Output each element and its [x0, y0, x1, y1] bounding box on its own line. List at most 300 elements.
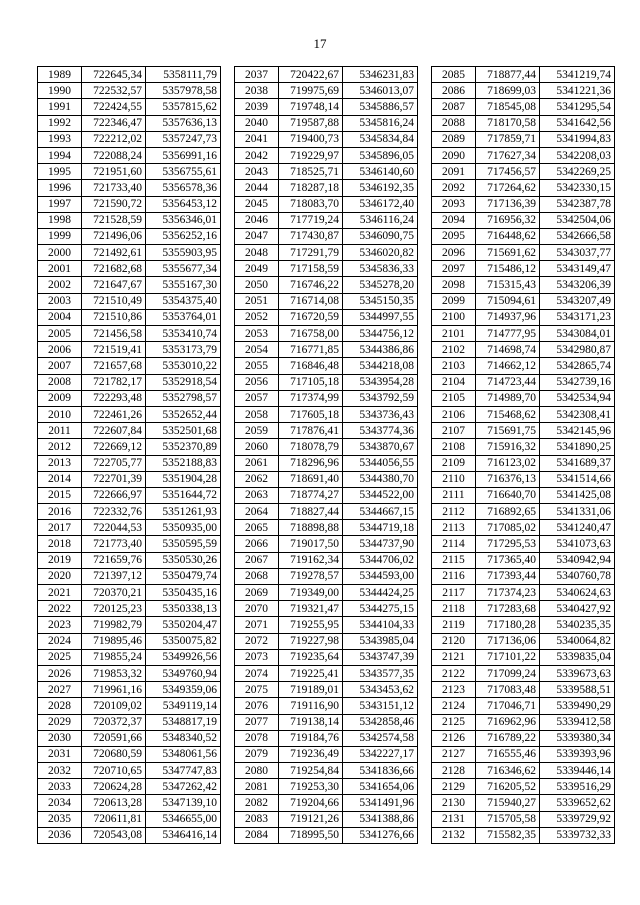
table-row	[432, 228, 615, 244]
y-coordinate-cell: 5346013,07	[343, 83, 418, 99]
x-coordinate-cell: 722607,84	[82, 423, 146, 439]
table-row	[38, 763, 221, 779]
point-number-cell: 2066	[235, 536, 279, 552]
point-number-cell: 2028	[38, 698, 82, 714]
table-row	[235, 730, 418, 746]
point-number-cell: 2060	[235, 439, 279, 455]
y-coordinate-cell: 5345816,24	[343, 115, 418, 131]
table-row	[432, 406, 615, 422]
point-number-cell: 2001	[38, 261, 82, 277]
point-number-cell: 2053	[235, 326, 279, 342]
table-row	[38, 99, 221, 115]
table-row	[38, 827, 221, 843]
x-coordinate-cell: 717393,44	[476, 568, 540, 584]
point-number-cell: 2128	[432, 763, 476, 779]
y-coordinate-cell: 5341240,47	[540, 520, 615, 536]
point-number-cell: 2036	[38, 827, 82, 843]
point-number-cell: 2032	[38, 763, 82, 779]
x-coordinate-cell: 722293,48	[82, 390, 146, 406]
table-row	[432, 374, 615, 390]
y-coordinate-cell: 5344386,86	[343, 342, 418, 358]
y-coordinate-cell: 5352652,44	[146, 406, 221, 422]
x-coordinate-cell: 718898,88	[279, 520, 343, 536]
table-row	[432, 746, 615, 762]
point-number-cell: 2079	[235, 746, 279, 762]
y-coordinate-cell: 5343747,39	[343, 649, 418, 665]
point-number-cell: 1999	[38, 228, 82, 244]
y-coordinate-cell: 5339516,29	[540, 779, 615, 795]
table-row	[235, 568, 418, 584]
x-coordinate-cell: 714777,95	[476, 326, 540, 342]
x-coordinate-cell: 720372,37	[82, 714, 146, 730]
y-coordinate-cell: 5351904,28	[146, 471, 221, 487]
table-row	[235, 714, 418, 730]
y-coordinate-cell: 5344706,02	[343, 552, 418, 568]
point-number-cell: 2094	[432, 212, 476, 228]
y-coordinate-cell: 5341295,54	[540, 99, 615, 115]
x-coordinate-cell: 717365,40	[476, 552, 540, 568]
point-number-cell: 2009	[38, 390, 82, 406]
table-row	[235, 811, 418, 827]
y-coordinate-cell: 5357815,62	[146, 99, 221, 115]
coordinates-table-2	[234, 66, 418, 844]
table-row	[38, 277, 221, 293]
y-coordinate-cell: 5339380,34	[540, 730, 615, 746]
point-number-cell: 2070	[235, 601, 279, 617]
point-number-cell: 2018	[38, 536, 82, 552]
table-row	[38, 228, 221, 244]
table-row	[235, 698, 418, 714]
point-number-cell: 2125	[432, 714, 476, 730]
table-row	[235, 763, 418, 779]
y-coordinate-cell: 5339835,04	[540, 649, 615, 665]
y-coordinate-cell: 5342387,78	[540, 196, 615, 212]
x-coordinate-cell: 721782,17	[82, 374, 146, 390]
y-coordinate-cell: 5340760,78	[540, 568, 615, 584]
point-number-cell: 2064	[235, 504, 279, 520]
y-coordinate-cell: 5347139,10	[146, 795, 221, 811]
point-number-cell: 2014	[38, 471, 82, 487]
table-row	[38, 601, 221, 617]
y-coordinate-cell: 5343774,36	[343, 423, 418, 439]
table-row	[235, 471, 418, 487]
x-coordinate-cell: 720125,23	[82, 601, 146, 617]
point-number-cell: 2069	[235, 585, 279, 601]
x-coordinate-cell: 719961,16	[82, 682, 146, 698]
x-coordinate-cell: 720613,28	[82, 795, 146, 811]
point-number-cell: 2113	[432, 520, 476, 536]
point-number-cell: 1996	[38, 180, 82, 196]
point-number-cell: 1991	[38, 99, 82, 115]
y-coordinate-cell: 5342865,74	[540, 358, 615, 374]
x-coordinate-cell: 718170,58	[476, 115, 540, 131]
table-row	[38, 552, 221, 568]
y-coordinate-cell: 5344522,00	[343, 487, 418, 503]
x-coordinate-cell: 720611,81	[82, 811, 146, 827]
y-coordinate-cell: 5356991,16	[146, 147, 221, 163]
point-number-cell: 2095	[432, 228, 476, 244]
y-coordinate-cell: 5345150,35	[343, 293, 418, 309]
x-coordinate-cell: 722669,12	[82, 439, 146, 455]
x-coordinate-cell: 715094,61	[476, 293, 540, 309]
y-coordinate-cell: 5343792,59	[343, 390, 418, 406]
table-row	[432, 180, 615, 196]
point-number-cell: 2062	[235, 471, 279, 487]
point-number-cell: 2123	[432, 682, 476, 698]
y-coordinate-cell: 5341642,56	[540, 115, 615, 131]
y-coordinate-cell: 5344275,15	[343, 601, 418, 617]
y-coordinate-cell: 5342227,17	[343, 746, 418, 762]
y-coordinate-cell: 5339652,62	[540, 795, 615, 811]
table-row	[432, 536, 615, 552]
table-row	[38, 730, 221, 746]
point-number-cell: 2099	[432, 293, 476, 309]
y-coordinate-cell: 5345896,05	[343, 147, 418, 163]
table-row	[38, 746, 221, 762]
point-number-cell: 2120	[432, 633, 476, 649]
table-row	[432, 390, 615, 406]
y-coordinate-cell: 5346655,00	[146, 811, 221, 827]
y-coordinate-cell: 5343985,04	[343, 633, 418, 649]
x-coordinate-cell: 721510,86	[82, 309, 146, 325]
table-row	[432, 99, 615, 115]
point-number-cell: 2111	[432, 487, 476, 503]
x-coordinate-cell: 722532,57	[82, 83, 146, 99]
x-coordinate-cell: 719116,90	[279, 698, 343, 714]
point-number-cell: 2002	[38, 277, 82, 293]
y-coordinate-cell: 5346231,83	[343, 67, 418, 83]
point-number-cell: 1997	[38, 196, 82, 212]
x-coordinate-cell: 719982,79	[82, 617, 146, 633]
table-row	[235, 746, 418, 762]
y-coordinate-cell: 5344218,08	[343, 358, 418, 374]
table-row	[235, 536, 418, 552]
y-coordinate-cell: 5339393,96	[540, 746, 615, 762]
y-coordinate-cell: 5343037,77	[540, 245, 615, 261]
x-coordinate-cell: 719162,34	[279, 552, 343, 568]
y-coordinate-cell: 5341073,63	[540, 536, 615, 552]
table-row	[235, 779, 418, 795]
x-coordinate-cell: 718078,79	[279, 439, 343, 455]
y-coordinate-cell: 5339446,14	[540, 763, 615, 779]
x-coordinate-cell: 719189,01	[279, 682, 343, 698]
x-coordinate-cell: 714723,44	[476, 374, 540, 390]
x-coordinate-cell: 719853,32	[82, 665, 146, 681]
table-row	[432, 277, 615, 293]
x-coordinate-cell: 721590,72	[82, 196, 146, 212]
x-coordinate-cell: 721659,76	[82, 552, 146, 568]
x-coordinate-cell: 716789,22	[476, 730, 540, 746]
y-coordinate-cell: 5350530,26	[146, 552, 221, 568]
table-row	[235, 326, 418, 342]
y-coordinate-cell: 5357247,73	[146, 131, 221, 147]
y-coordinate-cell: 5353173,79	[146, 342, 221, 358]
x-coordinate-cell: 717158,59	[279, 261, 343, 277]
y-coordinate-cell: 5348817,19	[146, 714, 221, 730]
y-coordinate-cell: 5339412,58	[540, 714, 615, 730]
point-number-cell: 2043	[235, 164, 279, 180]
x-coordinate-cell: 718525,71	[279, 164, 343, 180]
point-number-cell: 2049	[235, 261, 279, 277]
x-coordinate-cell: 719254,84	[279, 763, 343, 779]
table-row	[432, 633, 615, 649]
y-coordinate-cell: 5350204,47	[146, 617, 221, 633]
x-coordinate-cell: 720624,28	[82, 779, 146, 795]
x-coordinate-cell: 722705,77	[82, 455, 146, 471]
point-number-cell: 2026	[38, 665, 82, 681]
y-coordinate-cell: 5346116,24	[343, 212, 418, 228]
point-number-cell: 2087	[432, 99, 476, 115]
table-row	[432, 665, 615, 681]
x-coordinate-cell: 717859,71	[476, 131, 540, 147]
point-number-cell: 2083	[235, 811, 279, 827]
x-coordinate-cell: 718774,27	[279, 487, 343, 503]
table-row	[38, 439, 221, 455]
point-number-cell: 2041	[235, 131, 279, 147]
y-coordinate-cell: 5340942,94	[540, 552, 615, 568]
y-coordinate-cell: 5347262,42	[146, 779, 221, 795]
point-number-cell: 2119	[432, 617, 476, 633]
point-number-cell: 2047	[235, 228, 279, 244]
point-number-cell: 2097	[432, 261, 476, 277]
x-coordinate-cell: 720591,66	[82, 730, 146, 746]
x-coordinate-cell: 721657,68	[82, 358, 146, 374]
x-coordinate-cell: 719975,69	[279, 83, 343, 99]
point-number-cell: 2092	[432, 180, 476, 196]
coordinates-table-3	[431, 66, 615, 844]
y-coordinate-cell: 5352188,83	[146, 455, 221, 471]
table-row	[38, 520, 221, 536]
table-row	[432, 261, 615, 277]
table-row	[432, 83, 615, 99]
x-coordinate-cell: 721496,06	[82, 228, 146, 244]
point-number-cell: 2010	[38, 406, 82, 422]
table-row	[432, 520, 615, 536]
point-number-cell: 2131	[432, 811, 476, 827]
y-coordinate-cell: 5357636,13	[146, 115, 221, 131]
table-row	[38, 617, 221, 633]
point-number-cell: 2052	[235, 309, 279, 325]
table-row	[235, 827, 418, 843]
table-row	[235, 649, 418, 665]
table-row	[432, 309, 615, 325]
point-number-cell: 2042	[235, 147, 279, 163]
x-coordinate-cell: 716962,96	[476, 714, 540, 730]
table-row	[38, 390, 221, 406]
y-coordinate-cell: 5341425,08	[540, 487, 615, 503]
point-number-cell: 2104	[432, 374, 476, 390]
y-coordinate-cell: 5339490,29	[540, 698, 615, 714]
table-row	[38, 293, 221, 309]
point-number-cell: 2031	[38, 746, 82, 762]
y-coordinate-cell: 5350595,59	[146, 536, 221, 552]
x-coordinate-cell: 720422,67	[279, 67, 343, 83]
y-coordinate-cell: 5343736,43	[343, 406, 418, 422]
table-row	[432, 471, 615, 487]
point-number-cell: 2015	[38, 487, 82, 503]
y-coordinate-cell: 5341514,66	[540, 471, 615, 487]
table-row	[235, 180, 418, 196]
table-row	[235, 665, 418, 681]
x-coordinate-cell: 721519,41	[82, 342, 146, 358]
table-row	[235, 406, 418, 422]
point-number-cell: 2050	[235, 277, 279, 293]
point-number-cell: 2006	[38, 342, 82, 358]
y-coordinate-cell: 5343577,35	[343, 665, 418, 681]
table-row	[38, 115, 221, 131]
table-row	[235, 147, 418, 163]
y-coordinate-cell: 5356252,16	[146, 228, 221, 244]
y-coordinate-cell: 5343954,28	[343, 374, 418, 390]
x-coordinate-cell: 719227,98	[279, 633, 343, 649]
x-coordinate-cell: 717374,99	[279, 390, 343, 406]
table-row	[38, 504, 221, 520]
table-row	[235, 115, 418, 131]
table-row	[38, 245, 221, 261]
table-row	[432, 293, 615, 309]
x-coordinate-cell: 715916,32	[476, 439, 540, 455]
table-row	[432, 714, 615, 730]
table-row	[432, 585, 615, 601]
y-coordinate-cell: 5342858,46	[343, 714, 418, 730]
x-coordinate-cell: 719121,26	[279, 811, 343, 827]
y-coordinate-cell: 5346416,14	[146, 827, 221, 843]
table-row	[38, 811, 221, 827]
point-number-cell: 2033	[38, 779, 82, 795]
point-number-cell: 1994	[38, 147, 82, 163]
table-row	[235, 342, 418, 358]
table-row	[38, 633, 221, 649]
x-coordinate-cell: 714698,74	[476, 342, 540, 358]
y-coordinate-cell: 5339729,92	[540, 811, 615, 827]
x-coordinate-cell: 718699,03	[476, 83, 540, 99]
x-coordinate-cell: 718083,70	[279, 196, 343, 212]
y-coordinate-cell: 5340064,82	[540, 633, 615, 649]
table-row	[38, 682, 221, 698]
y-coordinate-cell: 5355677,34	[146, 261, 221, 277]
point-number-cell: 2056	[235, 374, 279, 390]
table-row	[235, 617, 418, 633]
y-coordinate-cell: 5349760,94	[146, 665, 221, 681]
x-coordinate-cell: 717627,34	[476, 147, 540, 163]
table-row	[432, 779, 615, 795]
point-number-cell: 2063	[235, 487, 279, 503]
table-row	[38, 568, 221, 584]
y-coordinate-cell: 5345886,57	[343, 99, 418, 115]
table-row	[38, 665, 221, 681]
table-row	[235, 423, 418, 439]
point-number-cell: 2075	[235, 682, 279, 698]
point-number-cell: 2108	[432, 439, 476, 455]
point-number-cell: 2124	[432, 698, 476, 714]
table-row	[235, 682, 418, 698]
point-number-cell: 2025	[38, 649, 82, 665]
table-row	[38, 487, 221, 503]
y-coordinate-cell: 5353764,01	[146, 309, 221, 325]
table-row	[38, 698, 221, 714]
point-number-cell: 2055	[235, 358, 279, 374]
table-row	[235, 228, 418, 244]
point-number-cell: 2076	[235, 698, 279, 714]
table-row	[235, 552, 418, 568]
y-coordinate-cell: 5350479,74	[146, 568, 221, 584]
table-row	[235, 455, 418, 471]
x-coordinate-cell: 717456,57	[476, 164, 540, 180]
point-number-cell: 2007	[38, 358, 82, 374]
x-coordinate-cell: 719225,41	[279, 665, 343, 681]
y-coordinate-cell: 5356755,61	[146, 164, 221, 180]
table-row	[38, 261, 221, 277]
y-coordinate-cell: 5341994,83	[540, 131, 615, 147]
x-coordinate-cell: 717136,39	[476, 196, 540, 212]
point-number-cell: 1998	[38, 212, 82, 228]
table-row	[432, 131, 615, 147]
table-row	[432, 827, 615, 843]
y-coordinate-cell: 5342330,15	[540, 180, 615, 196]
y-coordinate-cell: 5348061,56	[146, 746, 221, 762]
point-number-cell: 2067	[235, 552, 279, 568]
point-number-cell: 2040	[235, 115, 279, 131]
x-coordinate-cell: 717046,71	[476, 698, 540, 714]
point-number-cell: 2024	[38, 633, 82, 649]
point-number-cell: 2100	[432, 309, 476, 325]
x-coordinate-cell: 722088,24	[82, 147, 146, 163]
table-row	[38, 358, 221, 374]
x-coordinate-cell: 716771,85	[279, 342, 343, 358]
y-coordinate-cell: 5353410,74	[146, 326, 221, 342]
table-row	[235, 131, 418, 147]
x-coordinate-cell: 718827,44	[279, 504, 343, 520]
table-row	[235, 585, 418, 601]
x-coordinate-cell: 718877,44	[476, 67, 540, 83]
table-row	[432, 164, 615, 180]
point-number-cell: 2012	[38, 439, 82, 455]
point-number-cell: 2132	[432, 827, 476, 843]
x-coordinate-cell: 721647,67	[82, 277, 146, 293]
table-row	[38, 649, 221, 665]
point-number-cell: 2000	[38, 245, 82, 261]
y-coordinate-cell: 5341836,66	[343, 763, 418, 779]
point-number-cell: 2078	[235, 730, 279, 746]
x-coordinate-cell: 722212,02	[82, 131, 146, 147]
y-coordinate-cell: 5341221,36	[540, 83, 615, 99]
x-coordinate-cell: 719855,24	[82, 649, 146, 665]
table-row	[235, 293, 418, 309]
table-row	[38, 342, 221, 358]
table-row	[432, 439, 615, 455]
point-number-cell: 2129	[432, 779, 476, 795]
point-number-cell: 2122	[432, 665, 476, 681]
table-row	[432, 196, 615, 212]
table-row	[235, 196, 418, 212]
y-coordinate-cell: 5344719,18	[343, 520, 418, 536]
x-coordinate-cell: 715691,75	[476, 423, 540, 439]
x-coordinate-cell: 721492,61	[82, 245, 146, 261]
x-coordinate-cell: 718995,50	[279, 827, 343, 843]
y-coordinate-cell: 5351261,93	[146, 504, 221, 520]
table-row	[235, 212, 418, 228]
x-coordinate-cell: 719321,47	[279, 601, 343, 617]
table-row	[38, 455, 221, 471]
point-number-cell: 2068	[235, 568, 279, 584]
table-row	[432, 763, 615, 779]
y-coordinate-cell: 5342574,58	[343, 730, 418, 746]
x-coordinate-cell: 717099,24	[476, 665, 540, 681]
point-number-cell: 2118	[432, 601, 476, 617]
table-row	[235, 633, 418, 649]
table-row	[432, 115, 615, 131]
x-coordinate-cell: 721773,40	[82, 536, 146, 552]
